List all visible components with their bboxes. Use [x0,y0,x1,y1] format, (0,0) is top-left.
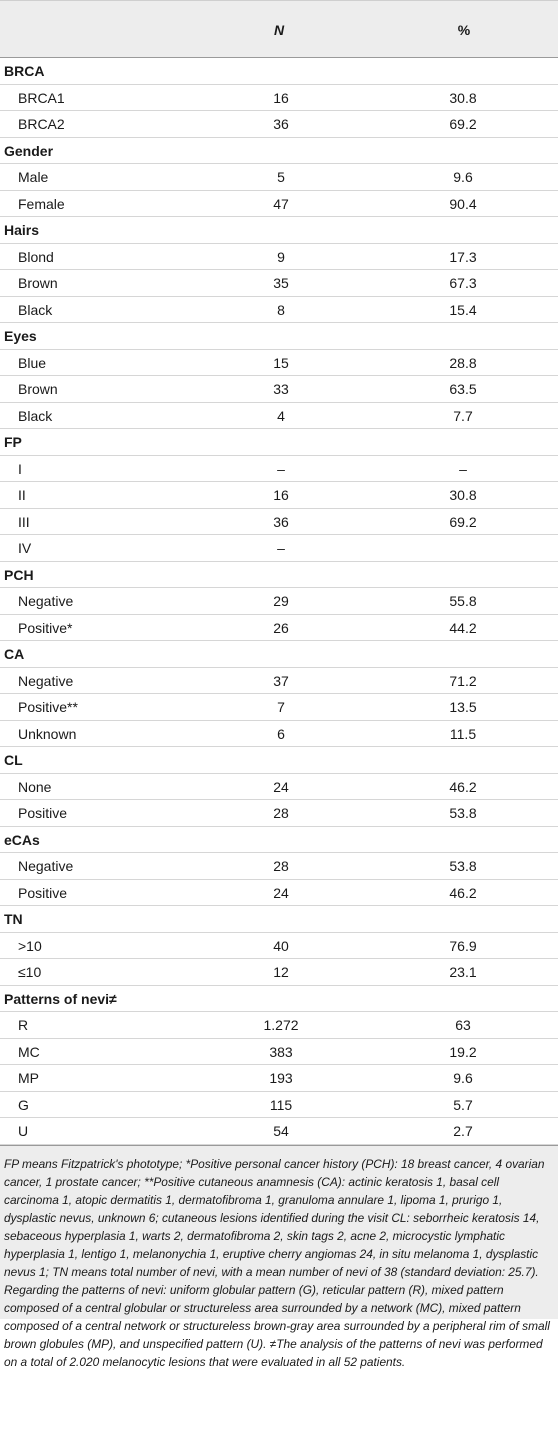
cell-n-value: 12 [273,964,289,980]
cell-n-value: 37 [273,672,289,689]
cell-percent-value: 67.3 [449,275,477,291]
section-header-row [0,641,558,668]
section-label: Patterns of nevi≠ [4,990,117,1007]
cell-n-value: 26 [273,619,289,636]
table-row [0,880,558,907]
row-label: Black [18,407,53,424]
cell-n-value: 9 [277,248,285,265]
cell-n-value: 8 [277,301,285,318]
row-label: BRCA1 [18,89,65,106]
cell-n-value: 15 [273,354,289,371]
section-label: BRCA [4,63,45,79]
table-row [0,959,558,986]
table-row [0,694,558,721]
cell-percent-value: 5.7 [453,1096,473,1113]
cell-percent-value: 69.2 [449,513,477,530]
row-label: Positive* [18,619,73,636]
row-label: III [18,513,30,530]
row-label: Blond [18,248,54,265]
row-label: BRCA2 [18,116,65,132]
cell-n-value: 7 [277,699,285,715]
table-row [0,588,558,615]
cell-n-value: 24 [273,778,289,795]
table-row [0,111,558,138]
row-label: MP [18,1070,39,1086]
cell-n-value: – [277,540,285,556]
table-row [0,1065,558,1092]
row-label: G [18,1096,29,1113]
row-label: >10 [18,937,42,954]
cell-percent-value: 30.8 [449,487,477,503]
table-row [0,721,558,748]
section-label: Eyes [4,328,37,344]
table-row [0,376,558,403]
section-label: CL [4,752,23,768]
cell-n-value: 16 [273,487,289,503]
table-row [0,482,558,509]
cell-percent-value: 46.2 [449,884,477,901]
section-label: eCAs [4,831,40,848]
table-row [0,456,558,483]
cell-n-value: 4 [277,407,285,424]
row-label: Negative [18,672,74,689]
section-label: Hairs [4,222,40,238]
cell-n-value: 1.272 [263,1017,299,1033]
table-row [0,191,558,218]
table-row [0,853,558,880]
row-label: Positive [18,805,68,821]
row-label: Negative [18,858,74,874]
table-row [0,350,558,377]
cell-percent-value: 13.5 [449,699,477,715]
row-label: None [18,778,52,795]
cell-n-value: 54 [273,1123,289,1139]
row-label: R [18,1017,29,1033]
table-row [0,403,558,430]
row-label: Blue [18,354,47,371]
cell-percent-value: 11.5 [449,725,477,742]
table-row [0,615,558,642]
section-header-row [0,747,558,774]
cell-percent-value: 19.2 [449,1043,477,1060]
row-label: Positive [18,884,68,901]
cell-n-value: 6 [277,725,285,742]
row-label: Brown [18,381,58,397]
section-header-row [0,827,558,854]
cell-percent-value: 53.8 [449,858,477,874]
row-label: ≤10 [18,964,42,980]
cell-n-value: 383 [269,1043,293,1060]
cell-percent-value: 44.2 [449,619,477,636]
table-footnote: FP means Fitzpatrick's phototype; *Positive personal cancer history (PCH): 18 breast cancer, 4 ovarian cancer, 1 prostate cancer; **Positive cutaneous anamnesis (CA): actinic keratosis 1, basal cell carcinoma 1, atopic dermatitis 1, dermatofibroma 1, granuloma annulare 1, lipoma 1, prurigo 1, dysplastic nevus, unknown 6; cutaneous lesions identified during the visit CL: seborrheic keratosis 14, sebaceous hyperplasia 1, warts 2, dermatofibroma 2, skin tags 2, acne 2, microcystic lymphatic hyperplasia 1, lentigo 1, melanonychia 1, eruptive cherry angiomas 24, in situ melanoma 1, dysplastic nevus 1; TN means total number of nevi, with a mean number of nevi of 38 (standard deviation: 25.7). Regarding the patterns of nevi: uniform globular pattern (G), reticular pattern (R), mixed pattern composed of a central globular or structureless area surrounded by a network (MC), mixed pattern composed of a central network or structureless brown-gray area surrounded by a peripheral rim of small brown globules (MP), and unspecified pattern (U). ≠The analysis of the patterns of nevi was performed on a total of 2.020 melanocytic lesions that were evaluated in all 52 patients. [0,1145,558,1319]
cell-percent-value: 9.6 [453,1070,473,1086]
cell-n-value: 33 [273,381,289,397]
table-row [0,1118,558,1145]
cell-n-value: – [277,460,285,477]
cell-n-value: 193 [269,1070,293,1086]
row-label: I [18,460,22,477]
table-row [0,164,558,191]
cell-percent-value: – [459,460,467,477]
row-label: Female [18,195,65,212]
table-row [0,933,558,960]
table-row [0,1039,558,1066]
table-row [0,535,558,562]
cell-n-value: 28 [273,858,289,874]
section-label: TN [4,911,23,927]
table-row [0,509,558,536]
section-header-row [0,906,558,933]
row-label: IV [18,540,32,556]
cell-percent-value: 63 [455,1017,471,1033]
cell-n-value: 36 [273,116,289,132]
cell-n-value: 16 [273,89,289,106]
cell-n-value: 28 [273,805,289,821]
section-header-row [0,986,558,1013]
cell-percent-value: 53.8 [449,805,477,821]
table-row [0,668,558,695]
cell-percent-value: 30.8 [449,89,477,106]
table-row [0,1092,558,1119]
cell-n-value: 40 [273,937,289,954]
section-header-row [0,217,558,244]
section-header-row [0,58,558,85]
row-label: MC [18,1043,40,1060]
table-header: N % [0,0,558,58]
row-label: Male [18,169,49,185]
table-row [0,270,558,297]
row-label: II [18,487,26,503]
cell-n-value: 5 [277,169,285,185]
cell-percent-value: 15.4 [449,301,477,318]
cell-percent-value: 9.6 [453,169,473,185]
cell-percent-value: 71.2 [449,672,477,689]
cell-percent-value: 55.8 [449,593,477,609]
cell-percent-value: 90.4 [449,195,477,212]
cell-percent-value: 17.3 [449,248,477,265]
cell-n-value: 35 [273,275,289,291]
cell-n-value: 47 [273,195,289,212]
cell-n-value: 36 [273,513,289,530]
section-label: PCH [4,566,34,583]
section-header-row [0,323,558,350]
cell-n-value: 115 [269,1096,293,1113]
cell-percent-value: 28.8 [449,354,477,371]
cell-n-value: 24 [273,884,289,901]
section-label: CA [4,646,25,662]
section-header-row [0,138,558,165]
cell-percent-value: 7.7 [453,407,473,424]
cell-percent-value: 2.7 [453,1123,473,1139]
cell-percent-value: 63.5 [449,381,477,397]
table-row [0,297,558,324]
row-label: Negative [18,593,74,609]
row-label: U [18,1123,29,1139]
row-label: Unknown [18,725,77,742]
row-label: Black [18,301,53,318]
table-row [0,1012,558,1039]
table-row [0,85,558,112]
table-row [0,244,558,271]
table-row [0,774,558,801]
section-label: FP [4,434,22,450]
table-body [0,58,558,1145]
cell-n-value: 29 [273,593,289,609]
section-header-row [0,429,558,456]
row-label: Brown [18,275,58,291]
section-label: Gender [4,142,54,159]
cell-percent-value: 76.9 [449,937,477,954]
section-header-row [0,562,558,589]
cell-percent-value: 23.1 [449,964,477,980]
cell-percent-value: 69.2 [449,116,477,132]
row-label: Positive** [18,699,78,715]
table-row [0,800,558,827]
cell-percent-value: 46.2 [449,778,477,795]
